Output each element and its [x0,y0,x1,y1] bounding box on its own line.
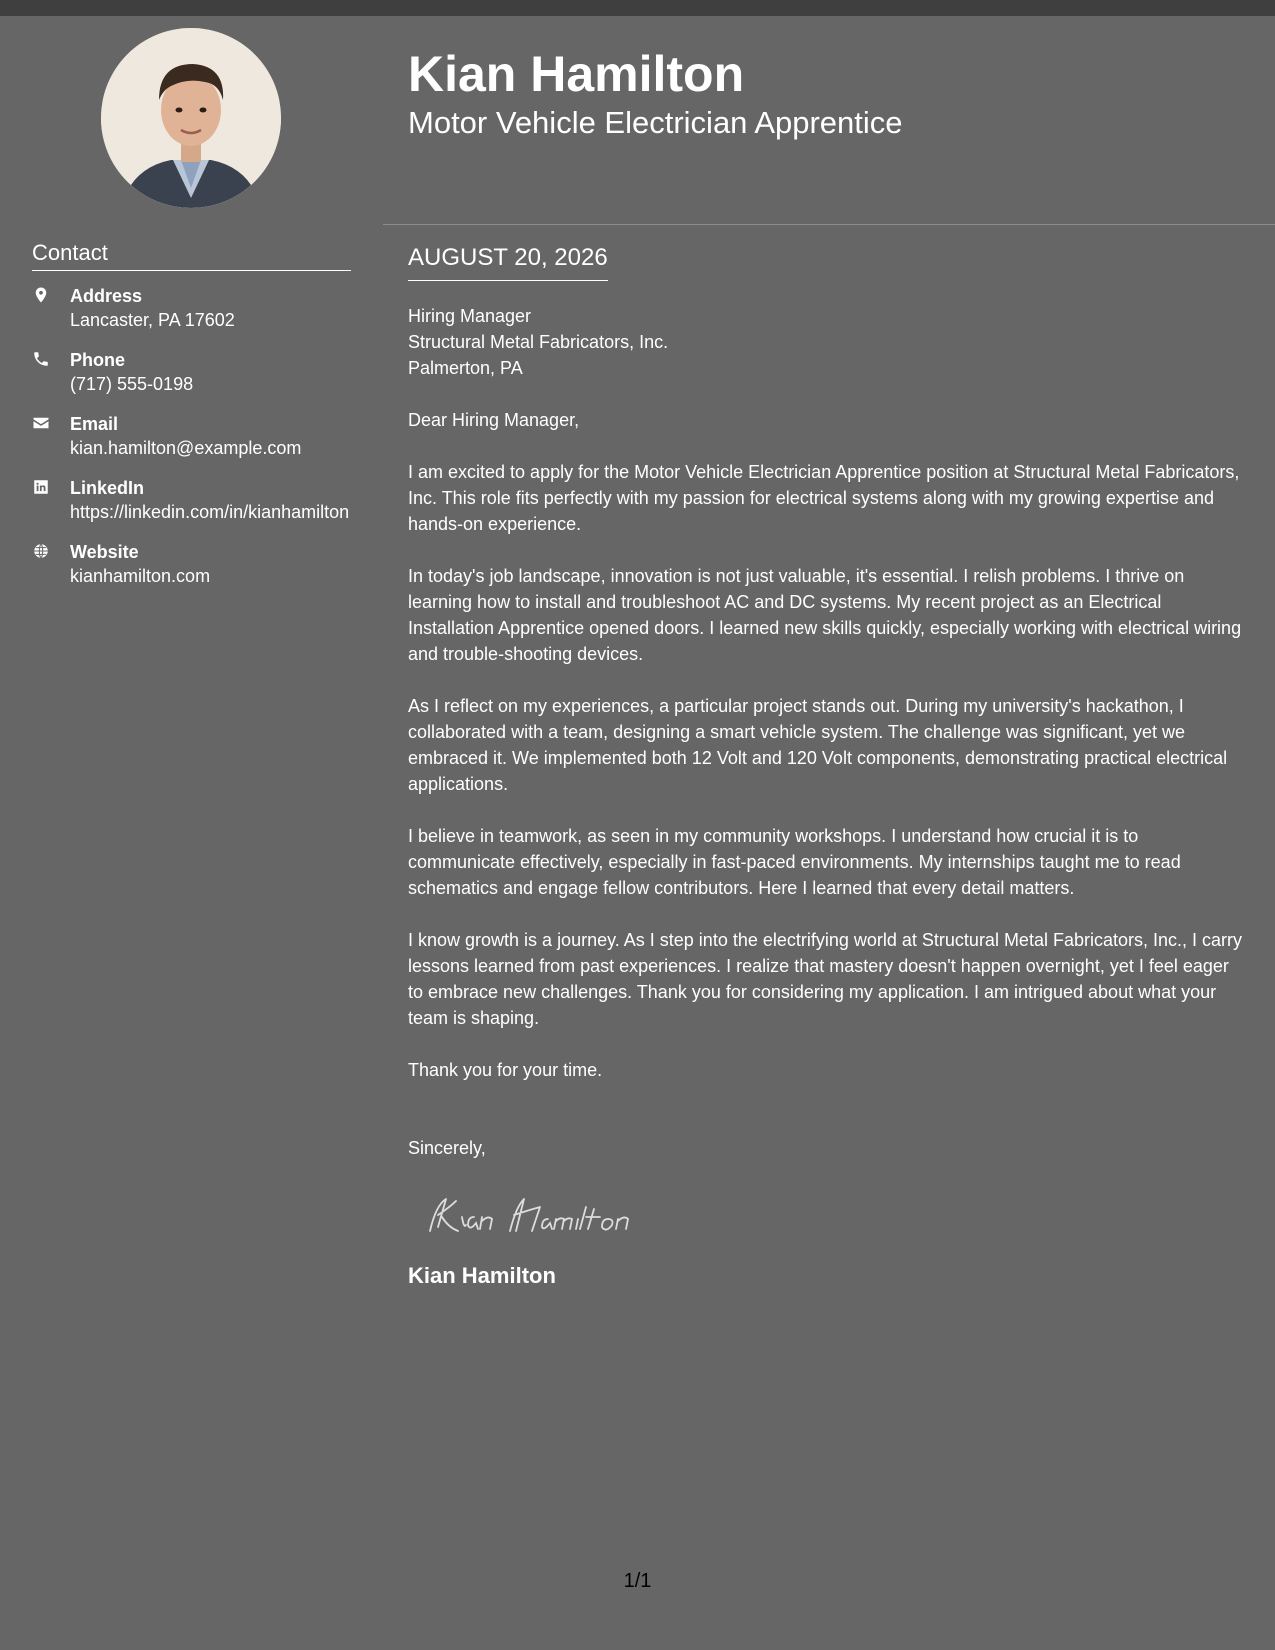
linkedin-icon [32,476,70,496]
linkedin-value[interactable]: https://linkedin.com/in/kianhamilton [70,502,350,522]
body-paragraph: As I reflect on my experiences, a particular project stands out. During my university's hackathon, I collaborated with a team, designing a smart vehicle system. The challenge was significant, yet we embraced it. We implemented both 12 Volt and 120 Volt components, demonstrating practical electrical applications. [408,696,1228,794]
contact-heading: Contact [32,240,351,271]
contact-item-address [32,284,362,332]
applicant-name: Kian Hamilton [408,46,745,102]
body-paragraph: I am excited to apply for the Motor Vehicle Electrician Apprentice position at Structural Metal Fabricators, Inc. This role fits perfectly with my passion for electrical systems along with my growing expertise and hands-on experience. [408,462,1240,534]
top-bar [0,0,1275,16]
signature-icon [416,1187,676,1247]
globe-icon [32,540,70,560]
letter-body [408,242,1248,1291]
contact-list [32,284,362,604]
header-divider [383,224,1275,225]
contact-item-email [32,412,362,460]
sidebar [0,16,383,1650]
contact-label: Phone [70,350,126,370]
letter-date: AUGUST 20, 2026 [408,242,608,281]
contact-label: Website [70,542,139,562]
contact-item-website [32,540,362,588]
recipient-line: Palmerton, PA [408,358,523,378]
body-paragraph: I believe in teamwork, as seen in my community workshops. I understand how crucial it is to communicate effectively, especially in fast-paced environments. My internships taught me to read schematics and engage fellow contributors. Here I learned that every detail matters. [408,826,1181,898]
map-pin-icon [32,284,70,304]
signed-name: Kian Hamilton [408,1263,556,1288]
address-value: Lancaster, PA 17602 [70,310,235,330]
recipient-line: Hiring Manager [408,306,532,326]
contact-label: LinkedIn [70,478,145,498]
salutation: Dear Hiring Manager, [408,410,580,430]
phone-icon [32,348,70,368]
recipient-line: Structural Metal Fabricators, Inc. [408,332,669,352]
email-value[interactable]: kian.hamilton@example.com [70,438,302,458]
contact-item-linkedin [32,476,362,524]
signature-image [416,1187,676,1247]
contact-label: Email [70,414,119,434]
letter-header [408,44,1248,142]
closing: Sincerely, [408,1138,486,1158]
page-number: 1/1 [623,1570,652,1592]
website-value[interactable]: kianhamilton.com [70,566,211,586]
body-paragraph: In today's job landscape, innovation is not just valuable, it's essential. I relish problems. I thrive on learning how to install and troubleshoot AC and DC systems. My recent project as an Electrical Installation Apprentice opened doors. I learned new skills quickly, especially working with electrical wiring and trouble-shooting devices. [408,566,1242,664]
closing-thanks: Thank you for your time. [408,1060,603,1080]
applicant-role: Motor Vehicle Electrician Apprentice [408,105,903,140]
phone-value[interactable]: (717) 555-0198 [70,374,194,394]
envelope-icon [32,412,70,432]
avatar-photo-icon [101,28,281,208]
body-paragraph: I know growth is a journey. As I step into the electrifying world at Structural Metal Fabricators, Inc., I carry lessons learned from past experiences. I realize that mastery doesn't happen overnight, yet I feel eager to embrace new challenges. Thank you for considering my application. I am intrigued about what your team is shaping. [408,930,1243,1028]
contact-item-phone [32,348,362,396]
recipient-block [408,303,1248,381]
avatar [101,28,281,208]
contact-label: Address [70,286,143,306]
